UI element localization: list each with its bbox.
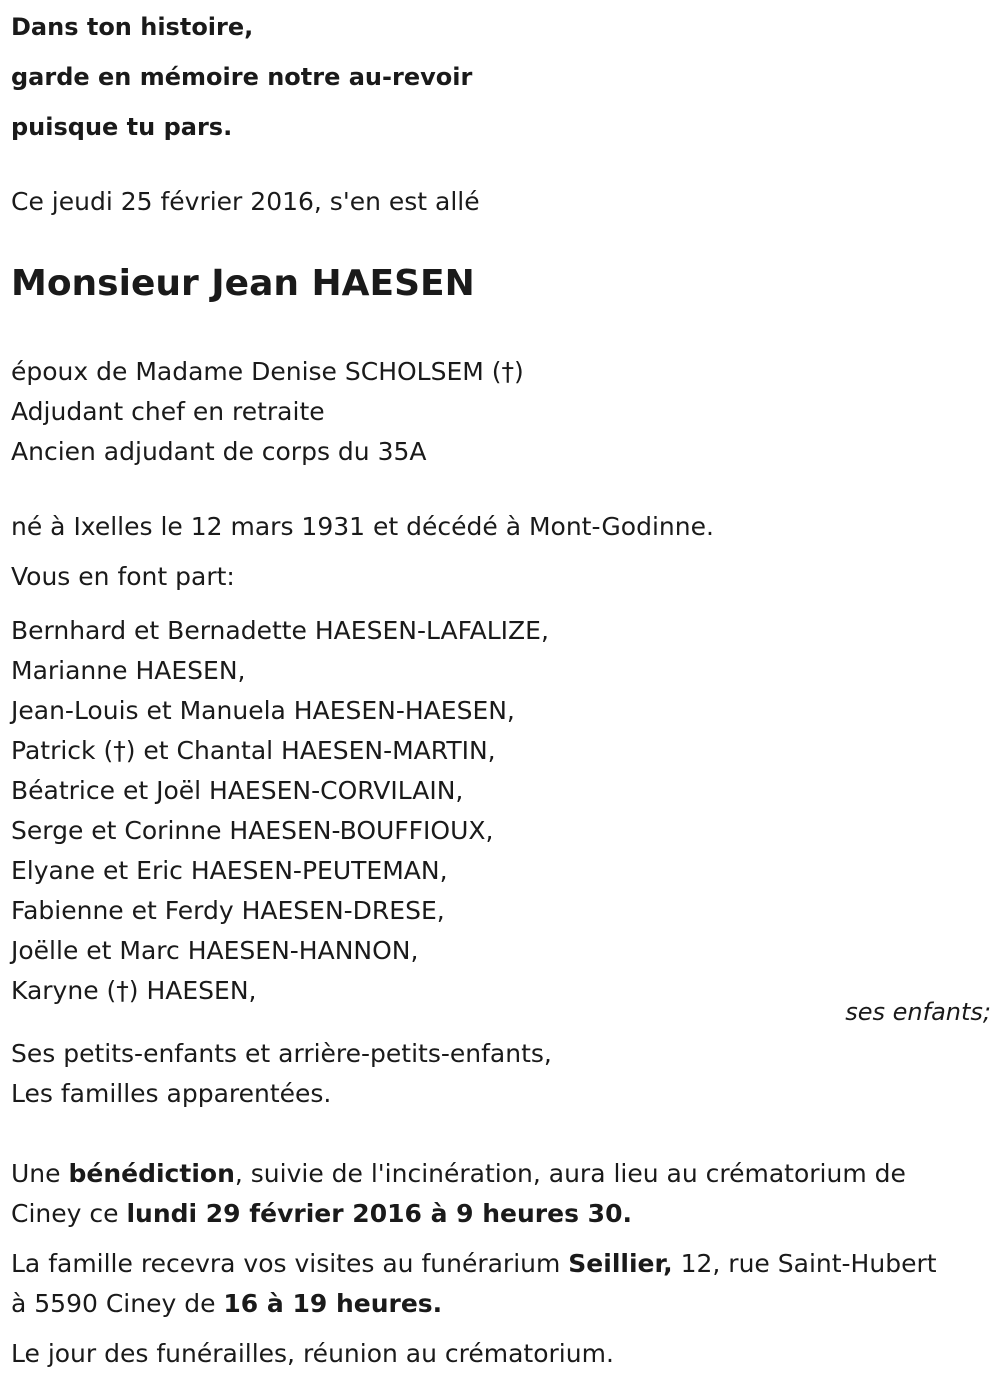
birth-death-info: né à Ixelles le 12 mars 1931 et décédé à Mont-Godinne. [11,512,714,541]
list-item: Joëlle et Marc HAESEN-HANNON, [11,936,419,965]
visits-info [11,1244,991,1324]
children-label: ses enfants; [845,998,991,1026]
family-line: Ses petits-enfants et arrière-petits-enfants, [11,1039,552,1068]
poem-line: garde en mémoire notre au-revoir [11,63,473,91]
text-segment: à 5590 Ciney de [11,1289,224,1318]
list-item: Jean-Louis et Manuela HAESEN-HAESEN, [11,696,515,725]
announcers-heading: Vous en font part: [11,562,235,591]
text-segment: Ciney ce [11,1199,127,1228]
visits-line [11,1284,991,1324]
extended-family [11,1034,552,1114]
list-item: Karyne (†) HAESEN, [11,976,257,1005]
list-item: Patrick (†) et Chantal HAESEN-MARTIN, [11,736,496,765]
children-list [11,611,549,1011]
deceased-details [11,352,524,472]
family-line: Les familles apparentées. [11,1079,332,1108]
deceased-name: Monsieur Jean HAESEN [11,263,475,304]
death-announcement: Ce jeudi 25 février 2016, s'en est allé [11,187,480,216]
text-emphasis: lundi 29 février 2016 à 9 heures 30. [126,1199,632,1228]
detail-line: Adjudant chef en retraite [11,397,325,426]
list-item: Béatrice et Joël HAESEN-CORVILAIN, [11,776,464,805]
text-emphasis: 16 à 19 heures. [223,1289,443,1318]
visits-line [11,1244,991,1284]
list-item: Marianne HAESEN, [11,656,246,685]
ceremony-line [11,1154,991,1194]
text-segment: La famille recevra vos visites au funérarium [11,1249,569,1278]
ceremony-line [11,1194,991,1234]
text-emphasis: bénédiction [68,1159,235,1188]
list-item: Serge et Corinne HAESEN-BOUFFIOUX, [11,816,494,845]
list-item: Bernhard et Bernadette HAESEN-LAFALIZE, [11,616,549,645]
poem-line: puisque tu pars. [11,113,233,141]
ceremony-info [11,1154,991,1234]
detail-line: Ancien adjudant de corps du 35A [11,437,427,466]
detail-line: époux de Madame Denise SCHOLSEM (†) [11,357,524,386]
text-emphasis: Seillier, [568,1249,673,1278]
funeral-day-info: Le jour des funérailles, réunion au crématorium. [11,1339,614,1368]
text-segment: , suivie de l'incinération, aura lieu au crématorium de [234,1159,906,1188]
list-item: Fabienne et Ferdy HAESEN-DRESE, [11,896,445,925]
poem-line: Dans ton histoire, [11,13,254,41]
poem [11,2,472,152]
text-segment: Une [11,1159,69,1188]
text-segment: 12, rue Saint-Hubert [672,1249,937,1278]
list-item: Elyane et Eric HAESEN-PEUTEMAN, [11,856,448,885]
